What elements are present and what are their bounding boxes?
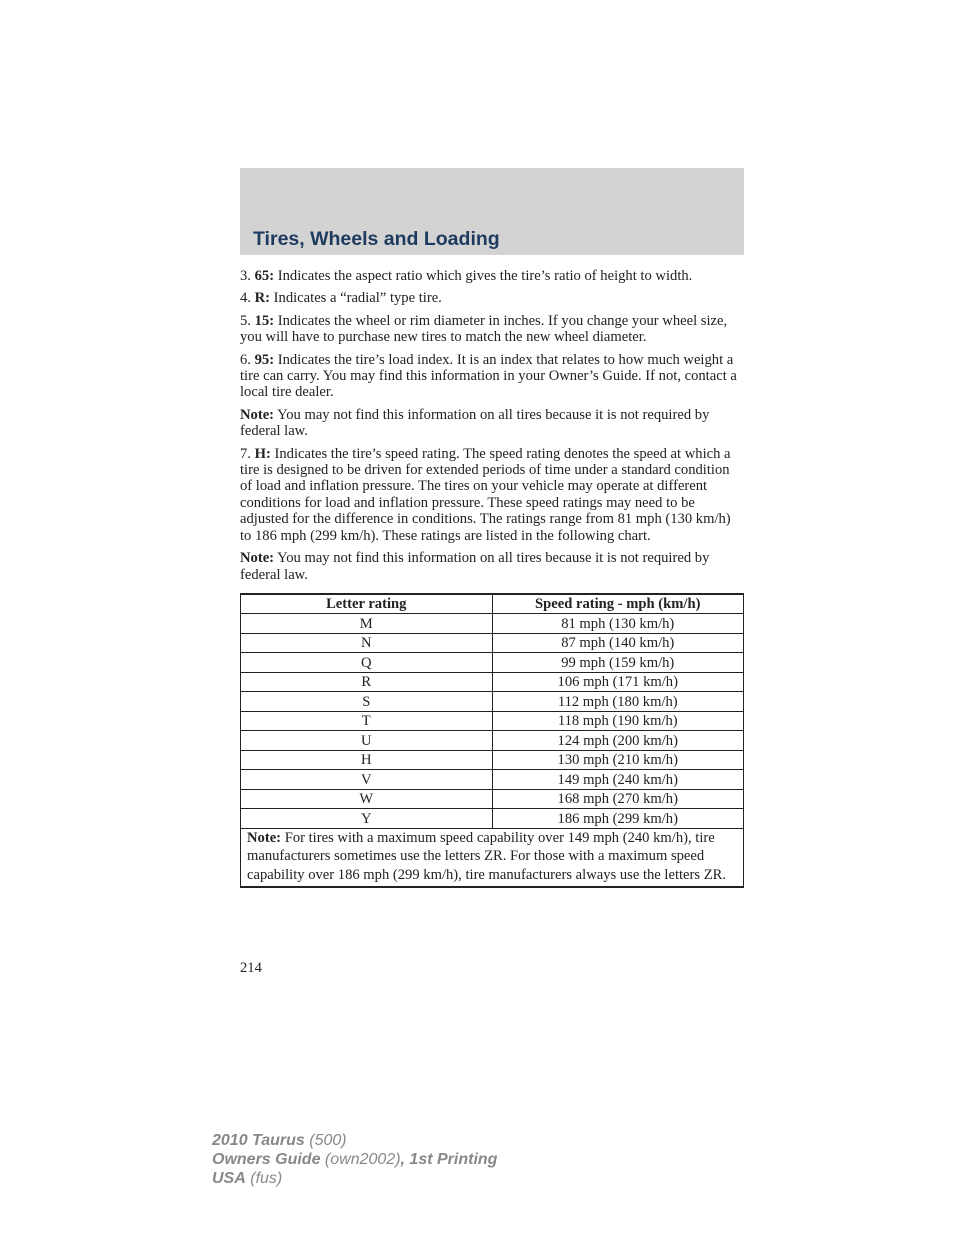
list-item [240,352,744,401]
note [240,550,744,583]
table-row [241,789,744,809]
list-item [240,268,744,284]
letter-cell: R [241,672,493,692]
letter-cell: U [241,731,493,751]
list-item [240,446,744,544]
note-label: Note: [240,406,275,423]
table-row [241,750,744,770]
speed-cell: 81 mph (130 km/h) [492,614,744,634]
footer-guide-code: (own2002) [324,1151,401,1168]
speed-cell: 112 mph (180 km/h) [492,692,744,712]
letter-cell: W [241,789,493,809]
item-number: 7. [240,445,251,462]
section-header-band [240,168,744,255]
list-item [240,290,744,306]
column-header-speed: Speed rating - mph (km/h) [492,594,744,614]
speed-cell: 149 mph (240 km/h) [492,770,744,790]
item-term: R: [254,290,271,307]
item-text: Indicates the tire’s load index. It is an index that relates to how much weight a tire can carry. You may find this information in your Owner’s Guide. If not, contact a local tire dealer. [240,351,737,401]
letter-cell: N [241,633,493,653]
speed-cell: 124 mph (200 km/h) [492,731,744,751]
footer-line [212,1169,497,1188]
footer-region: USA [212,1170,246,1187]
item-number: 3. [240,268,251,284]
letter-cell: T [241,711,493,731]
table-row [241,692,744,712]
item-number: 5. [240,312,251,329]
speed-cell: 168 mph (270 km/h) [492,789,744,809]
footer-printing: , 1st Printing [400,1151,498,1168]
item-term: H: [254,445,271,462]
note-text: For tires with a maximum speed capability over 149 mph (240 km/h), tire manufacturers sometimes use the letters ZR. For those with a maximum speed capability over 186 mph (299 km/h), tire manufacturers always use the letters ZR. [247,829,727,883]
table-row [241,633,744,653]
footer-model-code: (500) [309,1132,347,1149]
footer-line [212,1150,497,1169]
item-term: 15: [254,312,275,329]
item-text: Indicates a “radial” type tire. [273,290,442,307]
footer-line [212,1131,497,1150]
speed-cell: 118 mph (190 km/h) [492,711,744,731]
item-term: 65: [254,268,275,284]
table-note-row [241,828,744,887]
table-row [241,770,744,790]
table-note [241,828,744,887]
note [240,407,744,440]
letter-cell: M [241,614,493,634]
note-label: Note: [247,829,282,846]
speed-cell: 87 mph (140 km/h) [492,633,744,653]
page-number: 214 [240,960,262,976]
letter-cell: Y [241,809,493,829]
table-row [241,653,744,673]
table-header-row [241,594,744,614]
note-text: You may not find this information on all tires because it is not required by federal law. [240,550,710,583]
footer-model: 2010 Taurus [212,1132,305,1149]
page-content [240,268,744,888]
speed-rating-table [240,593,744,889]
speed-cell: 130 mph (210 km/h) [492,750,744,770]
speed-cell: 186 mph (299 km/h) [492,809,744,829]
document-footer [212,1131,497,1188]
item-number: 4. [240,290,251,307]
footer-region-code: (fus) [250,1170,283,1187]
list-item [240,313,744,346]
column-header-letter: Letter rating [241,594,493,614]
item-number: 6. [240,351,251,368]
letter-cell: V [241,770,493,790]
table-row [241,711,744,731]
table-row [241,731,744,751]
item-term: 95: [254,351,275,368]
footer-guide: Owners Guide [212,1151,321,1168]
note-label: Note: [240,550,275,567]
letter-cell: S [241,692,493,712]
speed-cell: 99 mph (159 km/h) [492,653,744,673]
table-row [241,672,744,692]
item-text: Indicates the wheel or rim diameter in inches. If you change your wheel size, you will have to purchase new tires to match the new wheel diameter. [240,312,728,346]
table-row [241,614,744,634]
section-title: Tires, Wheels and Loading [253,228,500,250]
letter-cell: H [241,750,493,770]
item-text: Indicates the aspect ratio which gives the tire’s ratio of height to width. [277,268,693,284]
table-row [241,809,744,829]
item-text: Indicates the tire’s speed rating. The speed rating denotes the speed at which a tire is designed to be driven for extended periods of time under a standard condition of load and inflation pressure. The tires on your vehicle may operate at different conditions for load and inflation pressure. These speed ratings may need to be adjusted for the difference in conditions. The ratings range from 81 mph (130 km/h) to 186 mph (299 km/h). These ratings are listed in the following chart. [240,445,731,544]
note-text: You may not find this information on all tires because it is not required by federal law. [240,406,710,440]
speed-cell: 106 mph (171 km/h) [492,672,744,692]
letter-cell: Q [241,653,493,673]
